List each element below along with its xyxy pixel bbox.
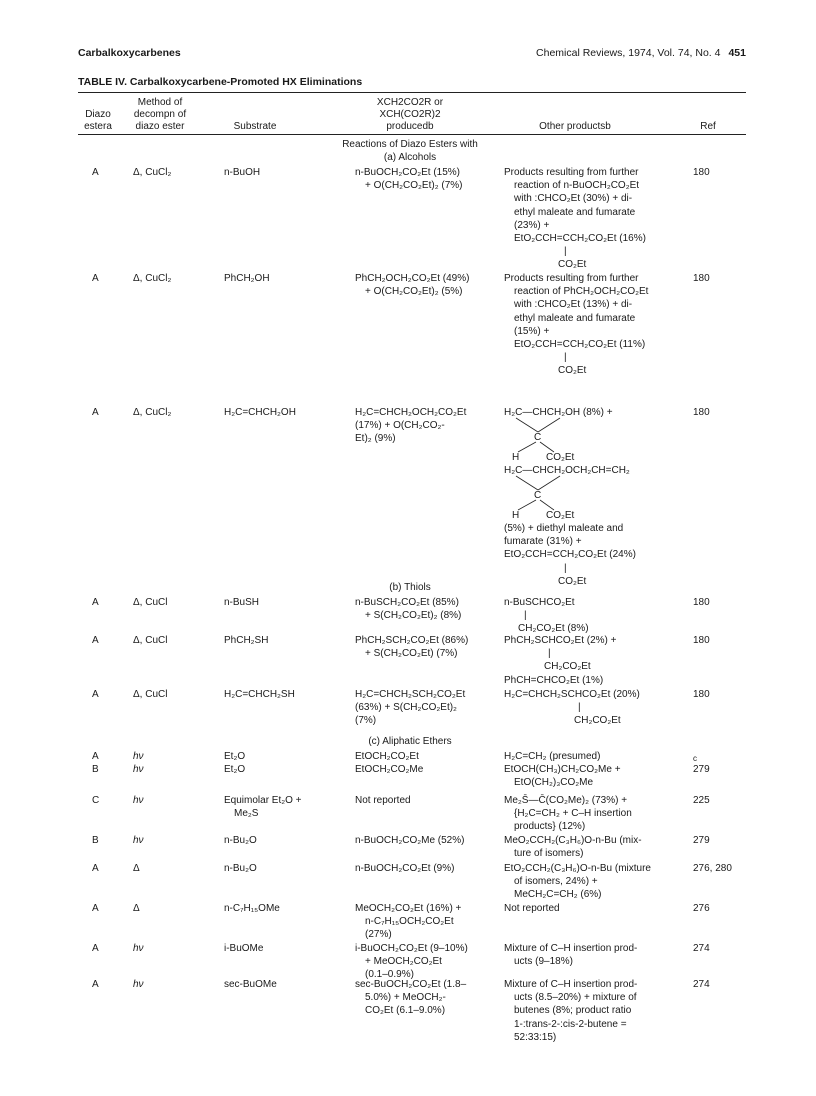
reference: 276, 280 xyxy=(693,863,732,874)
table-caption: TABLE IV. Carbalkoxycarbene-Promoted HX Eliminations xyxy=(78,76,363,88)
produced-line: (27%) xyxy=(365,929,392,941)
substrate: i-BuOMe xyxy=(224,943,264,954)
produced-line: PhCH₂SCH₂CO₂Et (86%) xyxy=(355,635,469,646)
other-products xyxy=(504,272,664,378)
other-line: reaction of PhCH₂OCH₂CO₂Et xyxy=(514,286,649,298)
substrate: Et₂O xyxy=(224,751,246,762)
diazo-ester: A xyxy=(92,689,99,700)
produced-line: EtOCH₂CO₂Et xyxy=(355,751,419,762)
other-line: products} (12%) xyxy=(514,821,586,833)
cyclopropane-structure-2 xyxy=(504,464,664,522)
other-line: H₂C=CHCH₂SCHCO₂Et (20%) xyxy=(504,689,640,700)
header-produced-line2: XCH(CO2R)2 xyxy=(379,109,441,120)
produced-line: (0.1–0.9%) xyxy=(365,969,414,981)
structure-apex: C xyxy=(534,432,542,443)
other-products xyxy=(504,834,664,860)
header-diazo-line2: estera xyxy=(84,121,112,132)
table-header-rule xyxy=(78,134,746,135)
other-products xyxy=(504,942,664,968)
header-method-line3: diazo ester xyxy=(135,121,185,132)
diazo-ester: A xyxy=(92,751,99,762)
header-method-line1: Method of xyxy=(137,97,183,108)
other-line: (15%) + xyxy=(514,325,550,337)
other-products xyxy=(504,596,664,636)
method: Δ xyxy=(133,863,140,874)
other-line: (23%) + xyxy=(514,219,550,231)
produced xyxy=(355,166,500,192)
diazo-ester: A xyxy=(92,863,99,874)
produced-line: + S(CH₂CO₂Et) (7%) xyxy=(365,648,458,660)
reference: 180 xyxy=(693,273,710,284)
structure-left-sub: H xyxy=(512,452,520,463)
other-products xyxy=(504,750,664,763)
produced-line: Not reported xyxy=(355,795,411,806)
other-products xyxy=(504,763,664,789)
header-produced xyxy=(355,97,465,133)
reference: 180 xyxy=(693,167,710,178)
produced-line: + S(CH₂CO₂Et)₂ (8%) xyxy=(365,610,462,622)
diazo-ester: A xyxy=(92,979,99,990)
header-produced-line3: producedb xyxy=(386,121,434,132)
substrate: PhCH₂OH xyxy=(224,273,270,284)
bond-line: | xyxy=(564,562,567,574)
other-line: n-BuSCHCO₂Et xyxy=(504,597,575,608)
method: hν xyxy=(133,835,144,846)
substrate-line: Equimolar Et₂O + xyxy=(224,795,302,806)
structure-top-line: H₂C—CHCH₂OH (8%) + xyxy=(504,407,613,418)
substrate: sec-BuOMe xyxy=(224,979,277,990)
page-number: 451 xyxy=(728,47,746,59)
other-line: EtO₂CCH₂(C₃H₆)O-n-Bu (mixture xyxy=(504,863,651,874)
other-line: MeCH₂C=CH₂ (6%) xyxy=(514,889,602,901)
produced xyxy=(355,688,500,728)
produced-line: 5.0%) + MeOCH₂- xyxy=(365,992,446,1004)
bond-line: | xyxy=(564,352,567,364)
method: hν xyxy=(133,979,144,990)
method: Δ, CuCl xyxy=(133,689,168,700)
method: Δ xyxy=(133,903,140,914)
produced xyxy=(355,272,500,298)
header-method-line2: decompn of xyxy=(133,109,187,120)
other-line: butenes (8%; product ratio xyxy=(514,1005,632,1017)
substrate xyxy=(224,794,302,820)
other-products xyxy=(504,406,664,588)
substrate: n-C₇H₁₅OMe xyxy=(224,903,280,914)
structure-top-line: H₂C—CHCH₂OCH₂CH=CH₂ xyxy=(504,465,630,476)
produced-line: Et)₂ (9%) xyxy=(355,433,396,445)
header-substrate: Substrate xyxy=(233,121,277,132)
produced xyxy=(355,763,500,776)
method: Δ, CuCl₂ xyxy=(133,407,172,418)
method: hν xyxy=(133,795,144,806)
substrate: n-Bu₂O xyxy=(224,835,257,846)
produced-line: n-BuOCH₂CO₂Et (9%) xyxy=(355,863,455,874)
other-line: reaction of n-BuOCH₂CO₂Et xyxy=(514,180,640,192)
section-ethers: (c) Aliphatic Ethers xyxy=(368,736,452,747)
method: Δ, CuCl xyxy=(133,635,168,646)
method: Δ, CuCl₂ xyxy=(133,273,172,284)
other-line: EtOCH(CH₃)CH₂CO₂Me + xyxy=(504,764,621,775)
method: hν xyxy=(133,751,144,762)
other-line: of isomers, 24%) + xyxy=(514,876,598,888)
other-line: CH₂CO₂Et (8%) xyxy=(518,623,589,635)
produced xyxy=(355,794,500,807)
produced-line: + MeOCH₂CO₂Et xyxy=(365,956,442,968)
reference: 180 xyxy=(693,407,710,418)
other-line: {H₂C=CH₂ + C–H insertion xyxy=(514,808,632,820)
other-line: Products resulting from further xyxy=(504,273,639,284)
other-line: CH₂CO₂Et xyxy=(574,715,621,727)
produced xyxy=(355,834,500,847)
produced xyxy=(355,862,500,875)
other-line: Products resulting from further xyxy=(504,167,639,178)
method: Δ, CuCl₂ xyxy=(133,167,172,178)
header-other: Other productsb xyxy=(539,121,611,132)
diazo-ester: A xyxy=(92,407,99,418)
produced xyxy=(355,634,500,660)
reference: 279 xyxy=(693,764,710,775)
substrate: n-BuOH xyxy=(224,167,261,178)
method: hν xyxy=(133,764,144,775)
produced xyxy=(355,596,500,622)
diazo-ester: A xyxy=(92,273,99,284)
produced-line: + O(CH₂CO₂Et)₂ (7%) xyxy=(365,180,463,192)
other-line: CO₂Et xyxy=(558,259,587,271)
other-line: EtO₂CCH=CCH₂CO₂Et (24%) xyxy=(504,549,636,561)
reference: 180 xyxy=(693,597,710,608)
substrate: n-Bu₂O xyxy=(224,863,257,874)
section-alcohols-line2: (a) Alcohols xyxy=(383,151,437,163)
substrate: Et₂O xyxy=(224,764,246,775)
other-products xyxy=(504,794,664,834)
structure-left-sub: H xyxy=(512,510,520,521)
bond-line: | xyxy=(548,648,551,660)
other-line: Mixture of C–H insertion prod- xyxy=(504,979,638,990)
journal-citation: Chemical Reviews, 1974, Vol. 74, No. 4 xyxy=(536,47,721,59)
produced xyxy=(355,902,500,942)
other-line: ucts (8.5–20%) + mixture of xyxy=(514,992,637,1004)
header-method xyxy=(120,97,200,133)
section-alcohols xyxy=(320,139,500,164)
diazo-ester: A xyxy=(92,167,99,178)
other-line: EtO₂CCH=CCH₂CO₂Et (11%) xyxy=(514,339,646,351)
other-products xyxy=(504,978,664,1044)
header-ref: Ref xyxy=(700,121,716,132)
reference: 276 xyxy=(693,903,710,914)
section-alcohols-line1: Reactions of Diazo Esters with xyxy=(342,139,478,150)
other-line: 52:33:15) xyxy=(514,1031,557,1043)
produced-line: (63%) + S(CH₂CO₂Et)₂ xyxy=(355,702,457,714)
substrate-line: Me₂S xyxy=(234,808,259,820)
other-line: Me₂S̄—C̄(CO₂Me)₂ (73%) + xyxy=(504,795,628,806)
other-products xyxy=(504,634,664,687)
method: hν xyxy=(133,943,144,954)
reference: 274 xyxy=(693,979,710,990)
other-line: 1-:trans-2-:cis-2-butene = xyxy=(514,1018,627,1030)
produced-line: i-BuOCH₂CO₂Et (9–10%) xyxy=(355,943,468,954)
bond-line: | xyxy=(524,610,527,622)
structure-apex: C xyxy=(534,490,542,501)
diazo-ester: A xyxy=(92,903,99,914)
produced-line: MeOCH₂CO₂Et (16%) + xyxy=(355,903,462,914)
reference: 279 xyxy=(693,835,710,846)
other-line: EtO₂CCH=CCH₂CO₂Et (16%) xyxy=(514,233,646,245)
header-diazo xyxy=(78,109,118,133)
diazo-ester: B xyxy=(92,835,99,846)
diazo-ester: C xyxy=(92,795,100,806)
substrate: n-BuSH xyxy=(224,597,260,608)
other-line: ethyl maleate and fumarate xyxy=(514,312,636,324)
section-thiols: (b) Thiols xyxy=(389,582,431,593)
running-head-left: Carbalkoxycarbenes xyxy=(78,47,181,59)
reference: 180 xyxy=(693,689,710,700)
other-line: CO₂Et xyxy=(558,365,587,377)
produced-line: H₂C=CHCH₂OCH₂CO₂Et xyxy=(355,407,467,418)
other-line: H₂C=CH₂ (presumed) xyxy=(504,751,601,762)
diazo-ester: B xyxy=(92,764,99,775)
header-produced-line1: XCH2CO2R or xyxy=(376,97,444,108)
diazo-ester: A xyxy=(92,943,99,954)
other-products xyxy=(504,688,664,728)
produced-line: (17%) + O(CH₂CO₂- xyxy=(355,420,445,432)
other-line: CO₂Et xyxy=(558,575,587,587)
other-line: Mixture of C–H insertion prod- xyxy=(504,943,638,954)
reference: c xyxy=(693,754,697,763)
other-line: Not reported xyxy=(504,903,560,914)
other-line: PhCH₂SCHCO₂Et (2%) + xyxy=(504,635,617,646)
bond-line: | xyxy=(564,246,567,258)
other-products xyxy=(504,166,664,272)
other-products xyxy=(504,902,664,915)
diazo-ester: A xyxy=(92,635,99,646)
reference: 274 xyxy=(693,943,710,954)
other-line: ture of isomers) xyxy=(514,848,584,860)
other-line: with :CHCO₂Et (13%) + di- xyxy=(514,299,633,311)
table-top-rule xyxy=(78,92,746,93)
other-line: ucts (9–18%) xyxy=(514,956,573,968)
other-line: (5%) + diethyl maleate and xyxy=(504,523,624,534)
reference: 180 xyxy=(693,635,710,646)
substrate: PhCH₂SH xyxy=(224,635,269,646)
other-line: MeO₂CCH₂(C₃H₆)O-n-Bu (mix- xyxy=(504,835,642,846)
other-line: with :CHCO₂Et (30%) + di- xyxy=(514,193,633,205)
produced xyxy=(355,978,500,1018)
produced-line: (7%) xyxy=(355,715,377,727)
other-line: EtO(CH₂)₃CO₂Me xyxy=(514,777,594,789)
running-head-right xyxy=(536,47,746,59)
diazo-ester: A xyxy=(92,597,99,608)
produced-line: sec-BuOCH₂CO₂Et (1.8– xyxy=(355,979,467,990)
other-line: CH₂CO₂Et xyxy=(544,661,591,673)
produced-line: H₂C=CHCH₂SCH₂CO₂Et xyxy=(355,689,466,700)
bond-line: | xyxy=(578,702,581,714)
other-line: ethyl maleate and fumarate xyxy=(514,206,636,218)
substrate: H₂C=CHCH₂SH xyxy=(224,689,295,700)
produced-line: n-C₇H₁₅OCH₂CO₂Et xyxy=(365,916,454,928)
produced-line: CO₂Et (6.1–9.0%) xyxy=(365,1005,446,1017)
reference: 225 xyxy=(693,795,710,806)
produced-line: + O(CH₂CO₂Et)₂ (5%) xyxy=(365,286,463,298)
other-line: PhCH=CHCO₂Et (1%) xyxy=(504,674,604,686)
produced xyxy=(355,750,500,763)
other-line: fumarate (31%) + xyxy=(504,536,582,548)
produced xyxy=(355,942,500,982)
produced-line: n-BuSCH₂CO₂Et (85%) xyxy=(355,597,459,608)
method: Δ, CuCl xyxy=(133,597,168,608)
cyclopropane-structure-1 xyxy=(504,406,664,464)
produced-line: n-BuOCH₂CO₂Me (52%) xyxy=(355,835,465,846)
other-products xyxy=(504,862,664,902)
produced-line: n-BuOCH₂CO₂Et (15%) xyxy=(355,167,461,178)
produced-line: EtOCH₂CO₂Me xyxy=(355,764,424,775)
produced-line: PhCH₂OCH₂CO₂Et (49%) xyxy=(355,273,470,284)
structure-right-sub: CO₂Et xyxy=(546,510,575,521)
substrate: H₂C=CHCH₂OH xyxy=(224,407,296,418)
structure-right-sub: CO₂Et xyxy=(546,452,575,463)
produced xyxy=(355,406,500,446)
header-diazo-line1: Diazo xyxy=(85,109,111,120)
